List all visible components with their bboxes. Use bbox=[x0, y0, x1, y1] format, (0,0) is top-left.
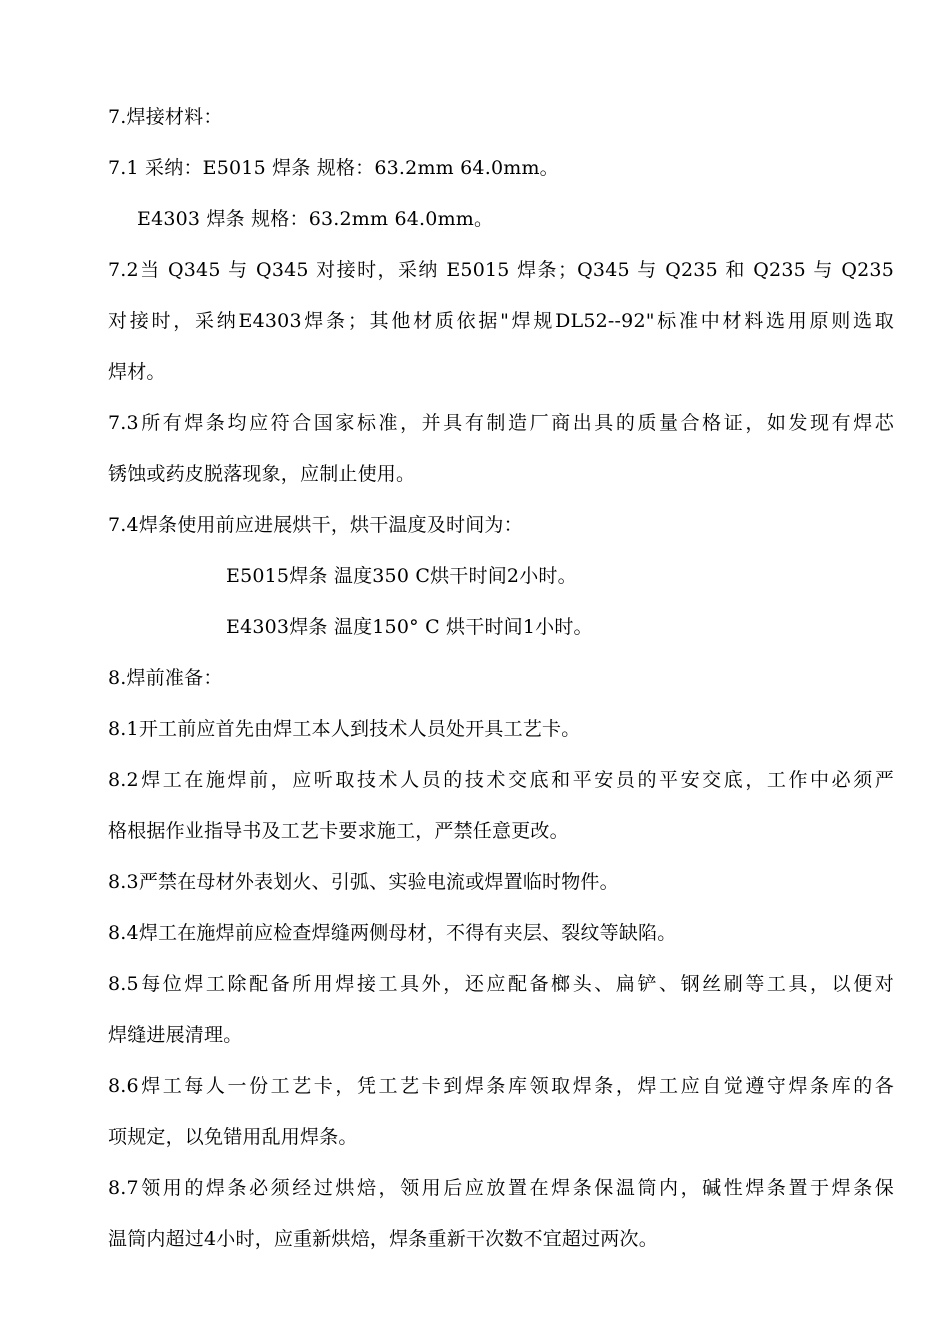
paragraph-7-1-cont: E4303 焊条 规格：63.2mm 64.0mm。 bbox=[137, 208, 494, 230]
paragraph-8-6-line-2: 项规定，以免错用乱用焊条。 bbox=[108, 1126, 358, 1148]
paragraph-7-2-line-2: 对接时，采纳E4303焊条；其他材质依据"焊规DL52--92"标准中材料选用原则选取 bbox=[108, 310, 894, 332]
paragraph-7-3-line-1: 7.3所有焊条均应符合国家标准，并具有制造厂商出具的质量合格证，如发现有焊芯 bbox=[108, 412, 894, 434]
paragraph-8-2-line-1: 8.2焊工在施焊前，应听取技术人员的技术交底和平安员的平安交底，工作中必须严 bbox=[108, 769, 894, 791]
paragraph-8-4: 8.4焊工在施焊前应检查焊缝两侧母材，不得有夹层、裂纹等缺陷。 bbox=[108, 922, 677, 944]
paragraph-8-7-line-1: 8.7领用的焊条必须经过烘焙，领用后应放置在焊条保温筒内，碱性焊条置于焊条保 bbox=[108, 1177, 894, 1199]
paragraph-7-2-line-3: 焊材。 bbox=[108, 361, 166, 383]
paragraph-8-6-line-1: 8.6焊工每人一份工艺卡，凭工艺卡到焊条库领取焊条，焊工应自觉遵守焊条库的各 bbox=[108, 1075, 894, 1097]
paragraph-7-4-e5015: E5015焊条 温度350 C烘干时间2小时。 bbox=[226, 565, 577, 587]
paragraph-8-1: 8.1开工前应首先由焊工本人到技术人员处开具工艺卡。 bbox=[108, 718, 581, 740]
heading-pre-weld-preparation: 8.焊前准备： bbox=[108, 667, 223, 689]
heading-welding-materials: 7.焊接材料： bbox=[108, 106, 223, 128]
paragraph-8-7-line-2: 温筒内超过4小时，应重新烘焙，焊条重新干次数不宜超过两次。 bbox=[108, 1228, 658, 1250]
paragraph-8-5-line-1: 8.5每位焊工除配备所用焊接工具外，还应配备榔头、扁铲、钢丝刷等工具，以便对 bbox=[108, 973, 894, 995]
paragraph-7-3-line-2: 锈蚀或药皮脱落现象，应制止使用。 bbox=[108, 463, 416, 485]
paragraph-8-5-line-2: 焊缝进展清理。 bbox=[108, 1024, 243, 1046]
paragraph-8-2-line-2: 格根据作业指导书及工艺卡要求施工，严禁任意更改。 bbox=[108, 820, 569, 842]
paragraph-7-2-line-1: 7.2当 Q345 与 Q345 对接时，采纳 E5015 焊条；Q345 与 Q235 和 Q235 与 Q235 bbox=[108, 259, 894, 281]
paragraph-7-1: 7.1 采纳：E5015 焊条 规格：63.2mm 64.0mm。 bbox=[108, 157, 559, 179]
paragraph-7-4-e4303: E4303焊条 温度150° C 烘干时间1小时。 bbox=[226, 616, 593, 638]
paragraph-7-4: 7.4焊条使用前应进展烘干，烘干温度及时间为： bbox=[108, 514, 523, 536]
paragraph-8-3: 8.3严禁在母材外表划火、引弧、实验电流或焊置临时物件。 bbox=[108, 871, 619, 893]
